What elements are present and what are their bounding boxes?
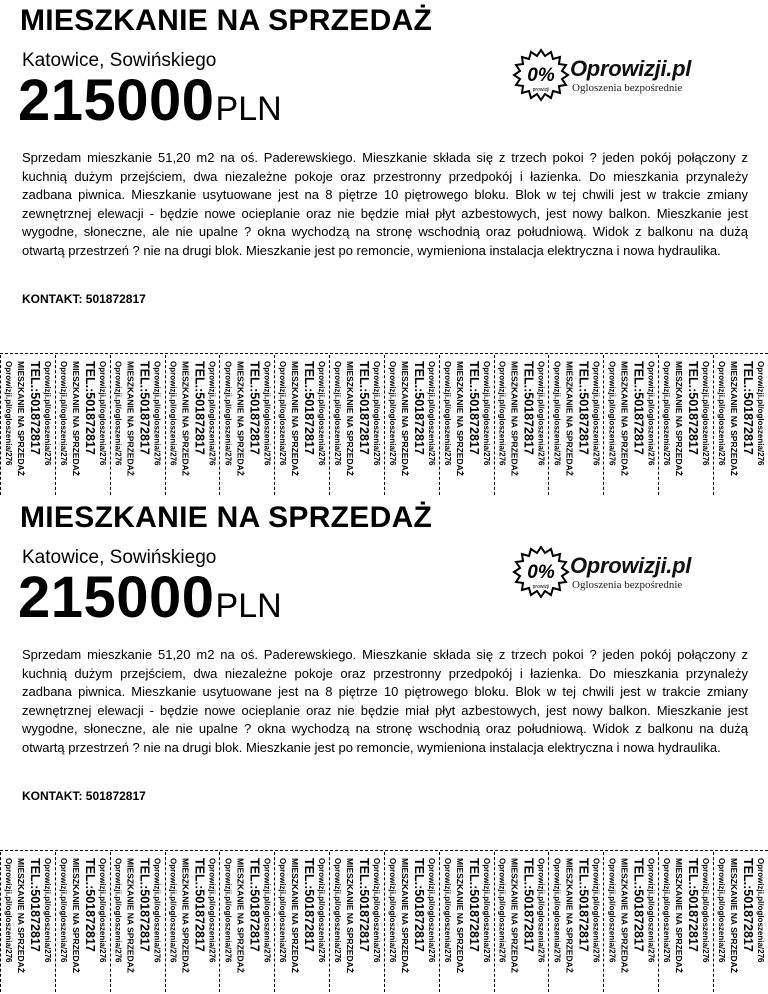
- tab-title: MIESZKANIE NA SPRZEDAŻ: [290, 858, 301, 973]
- tab-site-ref: Oprowizji.pl/ogloszenia/276: [755, 361, 765, 466]
- tear-off-tab[interactable]: [165, 355, 220, 495]
- tear-off-tab[interactable]: [219, 852, 274, 992]
- tab-site-ref: Oprowizji.pl/ogloszenia/276: [4, 858, 13, 963]
- listing-description: Sprzedam mieszkanie 51,20 m2 na oś. Paderewskiego. Mieszkanie składa się z trzech pokoi ? jeden pokój połączony z kuchnią dużym przejściem, dwa niezależne pokoje oraz przestronny przedpokój i łazienka. Do mieszkania przynależy zadbana piwnica. Mieszkanie usytuowane jest na 8 piętrze 10 piętrowego bloku. Blok w tej chwili jest w trakcie zmiany zewnętrznej elewacji - będzie nowe ocieplanie oraz nie będzie miał płyt azbestowych, jest nowy balkon. Mieszkanie jest wygodne, słoneczne, ale nie upalne ? okna wychodzą na stronę wschodnią oraz południową. Widok z balkonu na dużą otwartą przestrzeń ? nie na drugi blok. Mieszkanie jest po remoncie, wymieniona instalacja elektryczna i nowa hydraulika.: [22, 647, 748, 755]
- tab-title: MIESZKANIE NA SPRZEDAŻ: [70, 858, 81, 973]
- tab-site-ref: Oprowizji.pl/ogloszenia/276: [43, 858, 52, 963]
- tear-off-tab[interactable]: [0, 355, 55, 495]
- tab-title: MIESZKANIE NA SPRZEDAŻ: [125, 858, 136, 973]
- tear-off-tab[interactable]: [219, 355, 274, 495]
- tab-site-ref: Oprowizji.pl/ogloszenia/276: [333, 361, 343, 466]
- tab-title: MIESZKANIE NA SPRZEDAŻ: [564, 858, 575, 973]
- tab-site-ref: Oprowizji.pl/ogloszenia/276: [278, 858, 288, 963]
- tab-phone: TEL.:501872817: [686, 858, 701, 952]
- tab-title: MIESZKANIE NA SPRZEDAŻ: [16, 858, 26, 973]
- tab-title: MIESZKANIE NA SPRZEDAŻ: [619, 858, 630, 973]
- tear-off-tab[interactable]: [384, 355, 439, 495]
- tab-phone: TEL.:501872817: [247, 361, 262, 455]
- tab-site-ref: Oprowizji.pl/ogloszenia/276: [552, 858, 562, 963]
- tab-site-ref: Oprowizji.pl/ogloszenia/276: [152, 361, 162, 466]
- tear-off-tab[interactable]: [274, 852, 329, 992]
- tab-site-ref: Oprowizji.pl/ogloszenia/276: [58, 858, 68, 963]
- tab-site-ref: Oprowizji.pl/ogloszenia/276: [701, 361, 711, 466]
- tear-off-tab[interactable]: [55, 355, 110, 495]
- tab-site-ref: Oprowizji.pl/ogloszenia/276: [497, 858, 507, 963]
- price-currency: PLN: [215, 587, 282, 625]
- tab-site-ref: Oprowizji.pl/ogloszenia/276: [426, 361, 436, 466]
- tab-site-ref: Oprowizji.pl/ogloszenia/276: [207, 361, 217, 466]
- tab-site-ref: Oprowizji.pl/ogloszenia/276: [716, 858, 726, 963]
- tab-site-ref: Oprowizji.pl/ogloszenia/276: [662, 858, 672, 963]
- tab-site-ref: Oprowizji.pl/ogloszenia/276: [372, 361, 382, 466]
- tab-site-ref: Oprowizji.pl/ogloszenia/276: [58, 361, 68, 466]
- tab-site-ref: Oprowizji.pl/ogloszenia/276: [223, 361, 233, 466]
- tab-phone: TEL.:501872817: [357, 361, 372, 455]
- zero-percent-badge-icon: [512, 48, 570, 104]
- tab-site-ref: Oprowizji.pl/ogloszenia/276: [387, 858, 397, 963]
- tab-site-ref: Oprowizji.pl/ogloszenia/276: [552, 361, 562, 466]
- tab-site-ref: Oprowizji.pl/ogloszenia/276: [426, 858, 436, 963]
- tab-title: MIESZKANIE NA SPRZEDAŻ: [180, 858, 191, 973]
- tab-title: MIESZKANIE NA SPRZEDAŻ: [235, 858, 246, 973]
- tab-title: MIESZKANIE NA SPRZEDAŻ: [674, 361, 685, 476]
- tab-title: MIESZKANIE NA SPRZEDAŻ: [399, 858, 410, 973]
- tear-off-tab[interactable]: [439, 852, 494, 992]
- tab-site-ref: Oprowizji.pl/ogloszenia/276: [442, 858, 452, 963]
- tab-title: MIESZKANIE NA SPRZEDAŻ: [454, 361, 465, 476]
- tab-site-ref: Oprowizji.pl/ogloszenia/276: [97, 361, 107, 466]
- logo-brand: Oprowizji.pl: [570, 553, 692, 578]
- svg-text:prowizji: prowizji: [532, 87, 550, 93]
- oprowizji-logo: [512, 48, 712, 104]
- listing-description: Sprzedam mieszkanie 51,20 m2 na oś. Paderewskiego. Mieszkanie składa się z trzech pokoi ? jeden pokój połączony z kuchnią dużym przejściem, dwa niezależne pokoje oraz przestronny przedpokój i łazienka. Do mieszkania przynależy zadbana piwnica. Mieszkanie usytuowane jest na 8 piętrze 10 piętrowego bloku. Blok w tej chwili jest w trakcie zmiany zewnętrznej elewacji - będzie nowe ocieplanie oraz nie będzie miał płyt azbestowych, jest nowy balkon. Mieszkanie jest wygodne, słoneczne, ale nie upalne ? okna wychodzą na stronę wschodnią oraz południową. Widok z balkonu na dużą otwartą przestrzeń ? nie na drugi blok. Mieszkanie jest po remoncie, wymieniona instalacja elektryczna i nowa hydraulika.: [22, 150, 748, 258]
- svg-text:0%: 0%: [527, 65, 555, 86]
- tear-off-tab[interactable]: [658, 852, 713, 992]
- tab-phone: TEL.:501872817: [192, 858, 207, 952]
- tab-site-ref: Oprowizji.pl/ogloszenia/276: [168, 858, 178, 963]
- tear-off-tab[interactable]: [439, 355, 494, 495]
- tab-site-ref: Oprowizji.pl/ogloszenia/276: [387, 361, 397, 466]
- tab-title: MIESZKANIE NA SPRZEDAŻ: [345, 858, 356, 973]
- tear-off-tab[interactable]: [165, 852, 220, 992]
- tab-site-ref: Oprowizji.pl/ogloszenia/276: [223, 858, 233, 963]
- tab-site-ref: Oprowizji.pl/ogloszenia/276: [701, 858, 711, 963]
- tab-title: MIESZKANIE NA SPRZEDAŻ: [509, 858, 520, 973]
- cut-line: [0, 353, 768, 354]
- tab-site-ref: Oprowizji.pl/ogloszenia/276: [536, 361, 546, 466]
- tab-site-ref: Oprowizji.pl/ogloszenia/276: [4, 361, 13, 466]
- price-amount: 215000: [18, 68, 215, 133]
- logo-brand: Oprowizji.pl: [570, 56, 692, 81]
- tear-off-tab[interactable]: [713, 852, 768, 992]
- listing-location: Katowice, Sowińskiego: [22, 50, 217, 71]
- tab-site-ref: Oprowizji.pl/ogloszenia/276: [372, 858, 382, 963]
- tab-phone: TEL.:501872817: [631, 361, 646, 455]
- tab-title: MIESZKANIE NA SPRZEDAŻ: [728, 361, 739, 476]
- tab-title: MIESZKANIE NA SPRZEDAŻ: [125, 361, 136, 476]
- tab-site-ref: Oprowizji.pl/ogloszenia/276: [317, 858, 327, 963]
- tab-phone: TEL.:501872817: [576, 361, 591, 455]
- tab-site-ref: Oprowizji.pl/ogloszenia/276: [113, 361, 123, 466]
- tear-off-tab[interactable]: [713, 355, 768, 495]
- tab-phone: TEL.:501872817: [82, 858, 97, 952]
- listing-title: MIESZKANIE NA SPRZEDAŻ: [20, 4, 433, 37]
- tab-site-ref: Oprowizji.pl/ogloszenia/276: [755, 858, 765, 963]
- tear-off-tab[interactable]: [494, 355, 549, 495]
- listing-title: MIESZKANIE NA SPRZEDAŻ: [20, 501, 433, 534]
- listing-contact: KONTAKT: 501872817: [22, 292, 146, 306]
- listing-price: [18, 68, 282, 133]
- tab-phone: TEL.:501872817: [28, 361, 42, 455]
- tear-off-tab[interactable]: [384, 852, 439, 992]
- tab-site-ref: Oprowizji.pl/ogloszenia/276: [591, 858, 601, 963]
- tab-phone: TEL.:501872817: [521, 361, 536, 455]
- logo-tagline: Ogloszenia bezpośrednie: [572, 82, 683, 94]
- tab-title: MIESZKANIE NA SPRZEDAŻ: [509, 361, 520, 476]
- tab-phone: TEL.:501872817: [302, 858, 317, 952]
- tab-site-ref: Oprowizji.pl/ogloszenia/276: [497, 361, 507, 466]
- tab-phone: TEL.:501872817: [82, 361, 97, 455]
- tab-site-ref: Oprowizji.pl/ogloszenia/276: [716, 361, 726, 466]
- tear-off-tab[interactable]: [0, 852, 55, 992]
- svg-text:prowizji: prowizji: [532, 584, 550, 590]
- tab-site-ref: Oprowizji.pl/ogloszenia/276: [317, 361, 327, 466]
- tab-title: MIESZKANIE NA SPRZEDAŻ: [564, 361, 575, 476]
- tab-site-ref: Oprowizji.pl/ogloszenia/276: [662, 361, 672, 466]
- tear-off-tab[interactable]: [603, 852, 658, 992]
- tear-off-tab[interactable]: [603, 355, 658, 495]
- tab-site-ref: Oprowizji.pl/ogloszenia/276: [536, 858, 546, 963]
- tab-phone: TEL.:501872817: [137, 361, 152, 455]
- tab-phone: TEL.:501872817: [192, 361, 207, 455]
- listing-contact: KONTAKT: 501872817: [22, 789, 146, 803]
- tab-site-ref: Oprowizji.pl/ogloszenia/276: [207, 858, 217, 963]
- oprowizji-logo: [512, 545, 712, 601]
- tab-site-ref: Oprowizji.pl/ogloszenia/276: [43, 361, 52, 466]
- tear-off-tab[interactable]: [110, 852, 165, 992]
- tab-site-ref: Oprowizji.pl/ogloszenia/276: [481, 858, 491, 963]
- tab-phone: TEL.:501872817: [247, 858, 262, 952]
- tab-site-ref: Oprowizji.pl/ogloszenia/276: [481, 361, 491, 466]
- tab-title: MIESZKANIE NA SPRZEDAŻ: [345, 361, 356, 476]
- tab-title: MIESZKANIE NA SPRZEDAŻ: [619, 361, 630, 476]
- tab-site-ref: Oprowizji.pl/ogloszenia/276: [442, 361, 452, 466]
- tab-phone: TEL.:501872817: [576, 858, 591, 952]
- tab-site-ref: Oprowizji.pl/ogloszenia/276: [646, 361, 656, 466]
- tab-phone: TEL.:501872817: [521, 858, 536, 952]
- tab-phone: TEL.:501872817: [137, 858, 152, 952]
- tab-site-ref: Oprowizji.pl/ogloszenia/276: [646, 858, 656, 963]
- tab-title: MIESZKANIE NA SPRZEDAŻ: [16, 361, 26, 476]
- tab-title: MIESZKANIE NA SPRZEDAŻ: [728, 858, 739, 973]
- tab-site-ref: Oprowizji.pl/ogloszenia/276: [607, 858, 617, 963]
- tear-off-tab[interactable]: [55, 852, 110, 992]
- price-amount: 215000: [18, 565, 215, 630]
- tear-off-tab[interactable]: [110, 355, 165, 495]
- tab-title: MIESZKANIE NA SPRZEDAŻ: [70, 361, 81, 476]
- tab-phone: TEL.:501872817: [740, 361, 755, 455]
- tear-off-tab[interactable]: [548, 852, 603, 992]
- tear-off-tab[interactable]: [494, 852, 549, 992]
- tab-phone: TEL.:501872817: [411, 858, 426, 952]
- tear-off-strip: [0, 852, 768, 992]
- cut-line: [0, 850, 768, 851]
- tab-site-ref: Oprowizji.pl/ogloszenia/276: [607, 361, 617, 466]
- tab-title: MIESZKANIE NA SPRZEDAŻ: [180, 361, 191, 476]
- tab-site-ref: Oprowizji.pl/ogloszenia/276: [262, 858, 272, 963]
- tear-off-tab[interactable]: [274, 355, 329, 495]
- tab-phone: TEL.:501872817: [631, 858, 646, 952]
- listing-location: Katowice, Sowińskiego: [22, 547, 217, 568]
- tear-off-strip: [0, 355, 768, 495]
- listing-price: [18, 565, 282, 630]
- logo-tagline: Ogloszenia bezpośrednie: [572, 579, 683, 591]
- tab-phone: TEL.:501872817: [411, 361, 426, 455]
- tab-site-ref: Oprowizji.pl/ogloszenia/276: [262, 361, 272, 466]
- tab-phone: TEL.:501872817: [466, 361, 481, 455]
- zero-percent-badge-icon: [512, 545, 570, 601]
- svg-text:0%: 0%: [527, 562, 555, 583]
- tab-site-ref: Oprowizji.pl/ogloszenia/276: [278, 361, 288, 466]
- tab-title: MIESZKANIE NA SPRZEDAŻ: [674, 858, 685, 973]
- tab-phone: TEL.:501872817: [740, 858, 755, 952]
- tab-phone: TEL.:501872817: [28, 858, 42, 952]
- tab-site-ref: Oprowizji.pl/ogloszenia/276: [168, 361, 178, 466]
- tab-title: MIESZKANIE NA SPRZEDAŻ: [399, 361, 410, 476]
- tab-phone: TEL.:501872817: [466, 858, 481, 952]
- tear-off-tab[interactable]: [329, 355, 384, 495]
- tear-off-tab[interactable]: [658, 355, 713, 495]
- tear-off-tab[interactable]: [329, 852, 384, 992]
- flyer-bottom: [0, 497, 768, 994]
- tab-site-ref: Oprowizji.pl/ogloszenia/276: [152, 858, 162, 963]
- tear-off-tab[interactable]: [548, 355, 603, 495]
- price-currency: PLN: [215, 90, 282, 128]
- tab-phone: TEL.:501872817: [302, 361, 317, 455]
- tab-title: MIESZKANIE NA SPRZEDAŻ: [454, 858, 465, 973]
- tab-title: MIESZKANIE NA SPRZEDAŻ: [290, 361, 301, 476]
- tab-site-ref: Oprowizji.pl/ogloszenia/276: [113, 858, 123, 963]
- tab-site-ref: Oprowizji.pl/ogloszenia/276: [97, 858, 107, 963]
- tab-phone: TEL.:501872817: [686, 361, 701, 455]
- tab-title: MIESZKANIE NA SPRZEDAŻ: [235, 361, 246, 476]
- tab-site-ref: Oprowizji.pl/ogloszenia/276: [333, 858, 343, 963]
- tab-site-ref: Oprowizji.pl/ogloszenia/276: [591, 361, 601, 466]
- tab-phone: TEL.:501872817: [357, 858, 372, 952]
